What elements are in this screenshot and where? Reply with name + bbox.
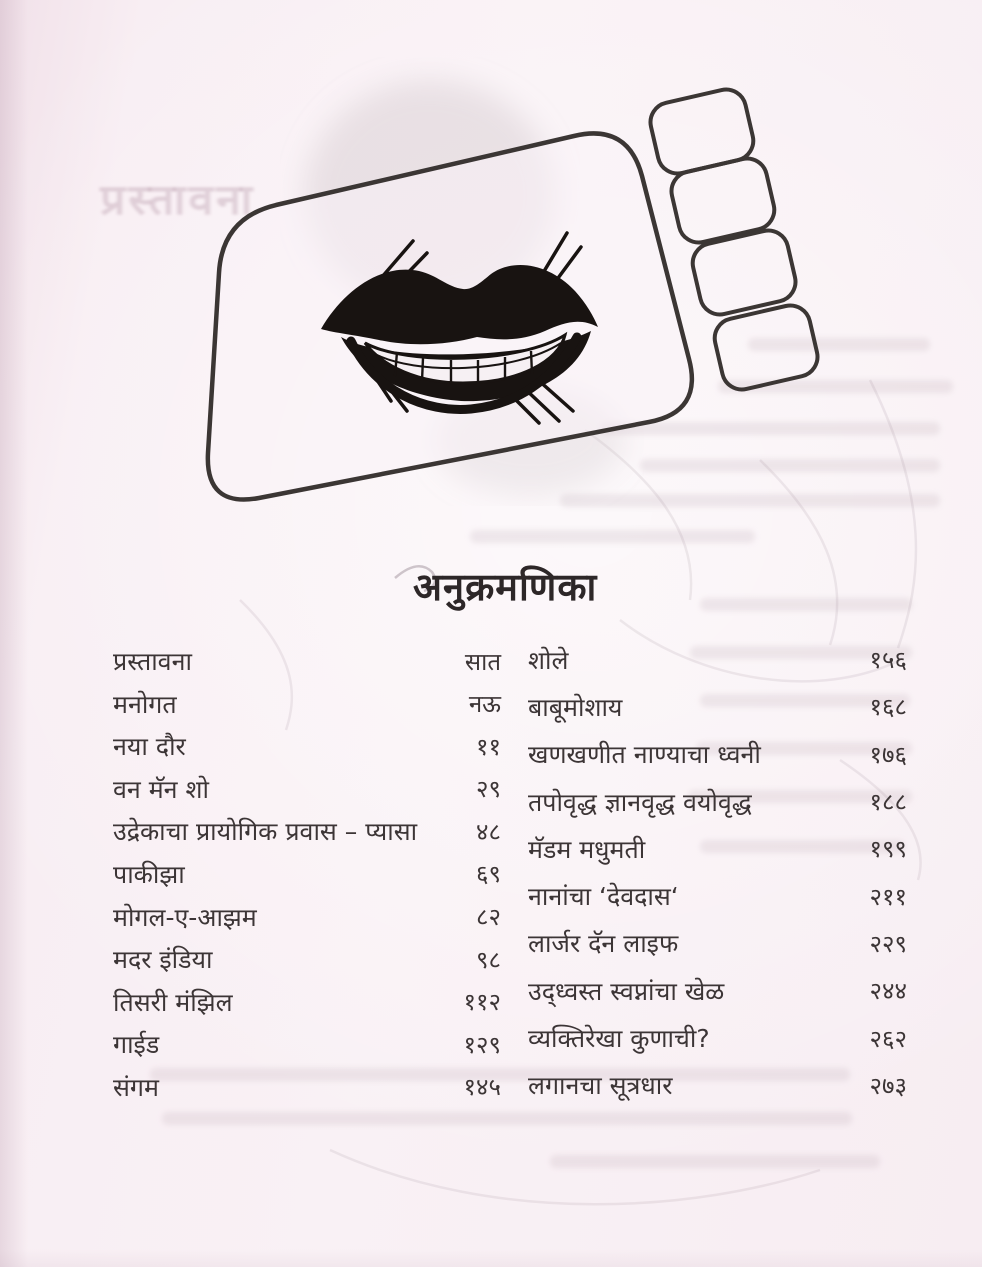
toc-entry-page: १४५ bbox=[463, 1073, 501, 1102]
toc-entry-title: नानांचा ‘देवदास‘ bbox=[528, 882, 679, 912]
toc-entry bbox=[113, 895, 501, 938]
toc-entry bbox=[113, 1023, 501, 1066]
toc-entry bbox=[113, 768, 501, 811]
toc-entry-page: २७३ bbox=[869, 1071, 907, 1100]
toc-entry-page: १८८ bbox=[869, 788, 907, 817]
toc-right-column bbox=[528, 636, 907, 1109]
toc-entry-title: व्यक्तिरेखा कुणाची? bbox=[528, 1024, 710, 1054]
toc-entry-title: शोले bbox=[528, 645, 569, 675]
toc-entry bbox=[528, 683, 907, 730]
toc-entry-page: ११२ bbox=[463, 988, 501, 1017]
toc-entry bbox=[528, 636, 907, 683]
toc-entry bbox=[528, 778, 907, 825]
toc-entry-page: नऊ bbox=[468, 690, 501, 719]
toc-entry-title: बाबूमोशाय bbox=[528, 692, 623, 722]
toc-entry-page: १७६ bbox=[869, 740, 907, 769]
toc-entry-title: प्रस्तावना bbox=[113, 647, 192, 677]
toc-entry-page: ४८ bbox=[476, 817, 501, 846]
toc-entry-page: ९८ bbox=[476, 945, 501, 974]
toc-entry-page: २६२ bbox=[869, 1024, 907, 1053]
toc-entry bbox=[528, 1014, 907, 1061]
toc-entry bbox=[528, 825, 907, 872]
bleedthrough-heading: प्रस्तावना bbox=[100, 175, 256, 224]
toc-entry-page: २११ bbox=[869, 882, 907, 911]
toc-entry bbox=[113, 980, 501, 1023]
toc-entry bbox=[528, 731, 907, 778]
toc-entry-title: तपोवृद्ध ज्ञानवृद्ध वयोवृद्ध bbox=[528, 787, 752, 817]
toc-entry-page: १२९ bbox=[463, 1030, 501, 1059]
toc-entry-page: १६८ bbox=[869, 693, 907, 722]
toc-entry-title: लगानचा सूत्रधार bbox=[528, 1071, 673, 1101]
toc-entry-page: २२९ bbox=[869, 929, 907, 958]
toc-entry-page: ११ bbox=[476, 732, 501, 761]
toc-entry-title: उद्ध्वस्त स्वप्नांचा खेळ bbox=[528, 976, 725, 1006]
toc-entry-title: खणखणीत नाण्याचा ध्वनी bbox=[528, 740, 761, 770]
toc-entry-page: १९९ bbox=[869, 835, 907, 864]
toc-entry bbox=[113, 725, 501, 768]
toc-entry-title: लार्जर दॅन लाइफ bbox=[528, 929, 679, 959]
toc-entry-title: मोगल-ए-आझम bbox=[113, 902, 257, 932]
toc-entry bbox=[528, 872, 907, 919]
page-title: अनुक्रमणिका bbox=[413, 565, 598, 609]
toc-entry bbox=[113, 640, 501, 683]
toc-entry-title: वन मॅन शो bbox=[113, 774, 209, 804]
toc-entry bbox=[528, 967, 907, 1014]
toc-entry bbox=[528, 1062, 907, 1109]
toc-entry-title: मदर इंडिया bbox=[113, 945, 213, 975]
toc-entry bbox=[113, 853, 501, 896]
toc-entry bbox=[113, 683, 501, 726]
toc-entry bbox=[113, 1065, 501, 1108]
toc-entry-title: पाकीझा bbox=[113, 859, 185, 889]
toc-entry-page: ८२ bbox=[476, 903, 501, 932]
toc-entry-page: २४४ bbox=[869, 977, 907, 1006]
toc-left-column bbox=[113, 640, 501, 1108]
toc-entry-title: तिसरी मंझिल bbox=[113, 987, 233, 1017]
toc-entry bbox=[528, 920, 907, 967]
film-frame-hole-1 bbox=[647, 86, 758, 178]
toc-entry-title: संगम bbox=[113, 1072, 159, 1102]
toc-entry bbox=[113, 810, 501, 853]
toc-entry-title: उद्रेकाचा प्रायोगिक प्रवास – प्यासा bbox=[113, 817, 418, 847]
toc-entry-page: सात bbox=[464, 647, 501, 676]
toc-entry-page: १५६ bbox=[869, 646, 907, 675]
toc-entry-title: गाईड bbox=[113, 1030, 160, 1060]
toc-entry bbox=[113, 938, 501, 981]
toc-entry-page: ६९ bbox=[476, 860, 501, 889]
toc-entry-title: मॅडम मधुमती bbox=[528, 834, 646, 864]
toc-entry-title: मनोगत bbox=[113, 689, 177, 719]
toc-entry-title: नया दौर bbox=[113, 732, 186, 762]
toc-entry-page: २९ bbox=[476, 775, 501, 804]
